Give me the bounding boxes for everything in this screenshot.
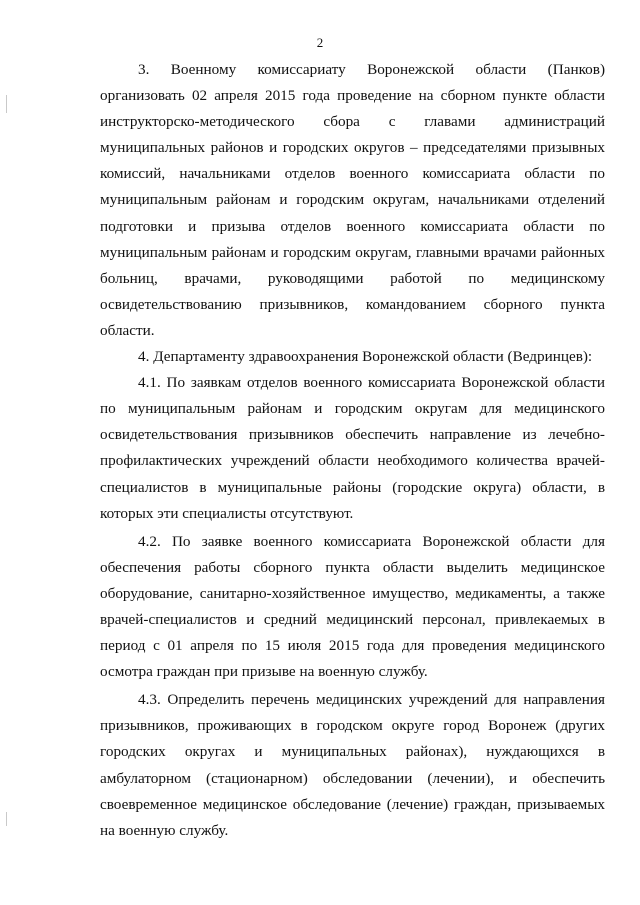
paragraph-4-1: 4.1. По заявкам отделов военного комиссариата Воронежской области по муниципальным районам и городским округам для медицинского освидетельствования призывников обеспечить направление из лечебно-профилактических учреждений области необходимого количества врачей-специалистов в муниципальные районы (городские округа) области, в которых эти специалисты отсутствуют. [100,374,605,522]
scan-edge-mark-top [6,95,7,113]
paragraph-4: 4. Департаменту здравоохранения Воронежской области (Ведринцев): [138,348,593,366]
page-number: 2 [316,35,324,50]
paragraph-3: 3. Военному комиссариату Воронежской области (Панков) организовать 02 апреля 2015 года проведение на сборном пункте области инструкторско-методического сбора с главами администраций муниципальных районов и городских округов – председателями призывных комиссий, начальниками отделов военного комиссариата области по муниципальным районам и городским округам, начальниками отделений подготовки и призыва отделов военного комиссариата области по муниципальным районам и городским округам, главными врачами районных больниц, врачами, руководящими работой по медицинскому освидетельствованию призывников, командованием сборного пункта области. [100,61,605,339]
document-body [100,57,605,844]
paragraph-4-3: 4.3. Определить перечень медицинских учреждений для направления призывников, проживающих в городском округе город Воронеж (других городских округах и муниципальных районах), нуждающихся в амбулаторном (стационарном) обследовании (лечении), и обеспечить своевременное медицинское обследование (лечение) граждан, призываемых на военную службу. [100,691,605,839]
paragraph-4-2: 4.2. По заявке военного комиссариата Воронежской области для обеспечения работы сборного пункта области выделить медицинское оборудование, санитарно-хозяйственное имущество, медикаменты, а также врачей-специалистов и средний медицинский персонал, привлекаемых в период с 01 апреля по 15 июля 2015 года для проведения медицинского осмотра граждан при призыве на военную службу. [100,532,605,681]
scan-edge-mark-bottom [6,812,7,826]
